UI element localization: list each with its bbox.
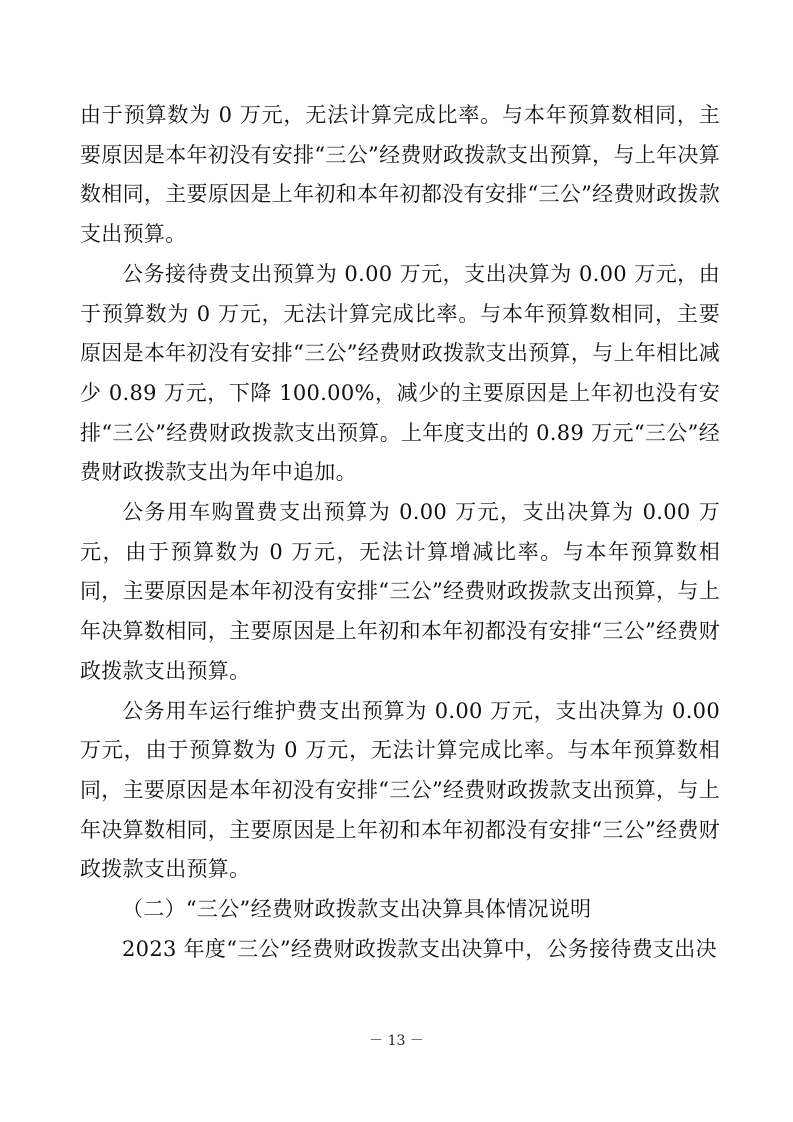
document-body <box>80 96 720 969</box>
paragraph-continuation: 由于预算数为 0 万元，无法计算完成比率。与本年预算数相同，主要原因是本年初没有安排“三公”经费财政拨款支出预算，与上年决算数相同，主要原因是上年初和本年初都没有安排“三公”经费财政拨款支出预算。 <box>80 103 720 247</box>
paragraph-reception-expense: 公务接待费支出预算为 0.00 万元，支出决算为 0.00 万元，由于预算数为 0 万元，无法计算完成比率。与本年预算数相同，主要原因是本年初没有安排“三公”经费财政拨款支出预算，与上年相比减少 0.89 万元，下降 100.00%，减少的主要原因是上年初也没有安排“三公”经费财政拨款支出预算。上年度支出的 0.89 万元“三公”经费财政拨款支出为年中追加。 <box>80 261 720 485</box>
section-heading: （二）“三公”经费财政拨款支出决算具体情况说明 <box>122 897 592 922</box>
paragraph-vehicle-maintenance: 公务用车运行维护费支出预算为 0.00 万元，支出决算为 0.00 万元，由于预算数为 0 万元，无法计算完成比率。与本年预算数相同，主要原因是本年初没有安排“三公”经费财政拨款支出预算，与上年决算数相同，主要原因是上年初和本年初都没有安排“三公”经费财政拨款支出预算。 <box>80 698 720 882</box>
paragraph-2023-summary: 2023 年度“三公”经费财政拨款支出决算中，公务接待费支出决 <box>122 936 717 961</box>
page-number: － 13 － <box>369 1033 424 1049</box>
paragraph-vehicle-purchase: 公务用车购置费支出预算为 0.00 万元，支出决算为 0.00 万元，由于预算数为 0 万元，无法计算增减比率。与本年预算数相同，主要原因是本年初没有安排“三公”经费财政拨款支出预算，与上年决算数相同，主要原因是上年初和本年初都没有安排“三公”经费财政拨款支出预算。 <box>80 500 720 683</box>
